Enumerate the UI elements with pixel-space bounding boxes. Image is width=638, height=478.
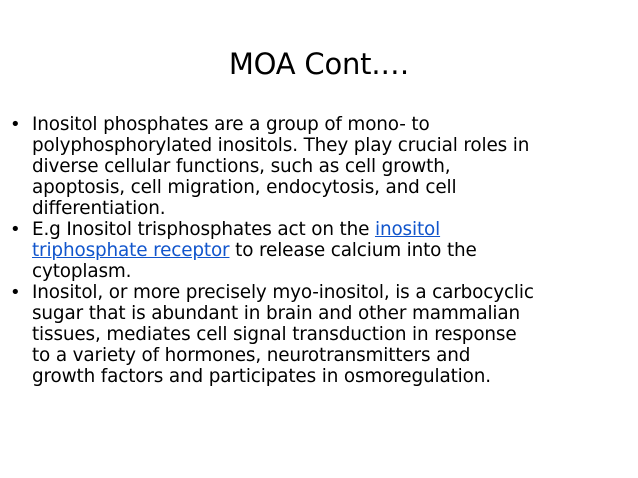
bullet-line: Inositol, or more precisely myo-inositol, is a carbocyclic [32, 282, 534, 303]
bullet-dot-icon: • [10, 114, 21, 135]
bullet-item-myo-inositol [10, 282, 636, 387]
bullet-line: differentiation. [32, 198, 166, 219]
bullet-line: tissues, mediates cell signal transduction in response [32, 324, 517, 345]
bullet-item-inositol-phosphates [10, 114, 636, 219]
bullet-line [32, 219, 636, 240]
bullet-line: Inositol phosphates are a group of mono- to [32, 114, 430, 135]
bullet-dot-icon: • [10, 219, 21, 240]
inositol-receptor-link[interactable]: triphosphate receptor [32, 240, 230, 261]
bullet-list [10, 114, 636, 387]
bullet-text: to release calcium into the [229, 240, 477, 261]
bullet-line: diverse cellular functions, such as cell growth, [32, 156, 451, 177]
bullet-text: E.g Inositol trisphosphates act on the [32, 219, 375, 240]
bullet-line: sugar that is abundant in brain and other mammalian [32, 303, 521, 324]
bullet-line: growth factors and participates in osmoregulation. [32, 366, 491, 387]
bullet-line: cytoplasm. [32, 261, 132, 282]
bullet-line: apoptosis, cell migration, endocytosis, and cell [32, 177, 457, 198]
bullet-line [32, 240, 636, 261]
slide-title: MOA Cont.… [228, 47, 410, 81]
bullet-item-trisphosphates [10, 219, 636, 282]
bullet-dot-icon: • [10, 282, 21, 303]
inositol-receptor-link[interactable]: inositol [374, 219, 441, 240]
bullet-line: to a variety of hormones, neurotransmitters and [32, 345, 471, 366]
bullet-line: polyphosphorylated inositols. They play crucial roles in [32, 135, 530, 156]
